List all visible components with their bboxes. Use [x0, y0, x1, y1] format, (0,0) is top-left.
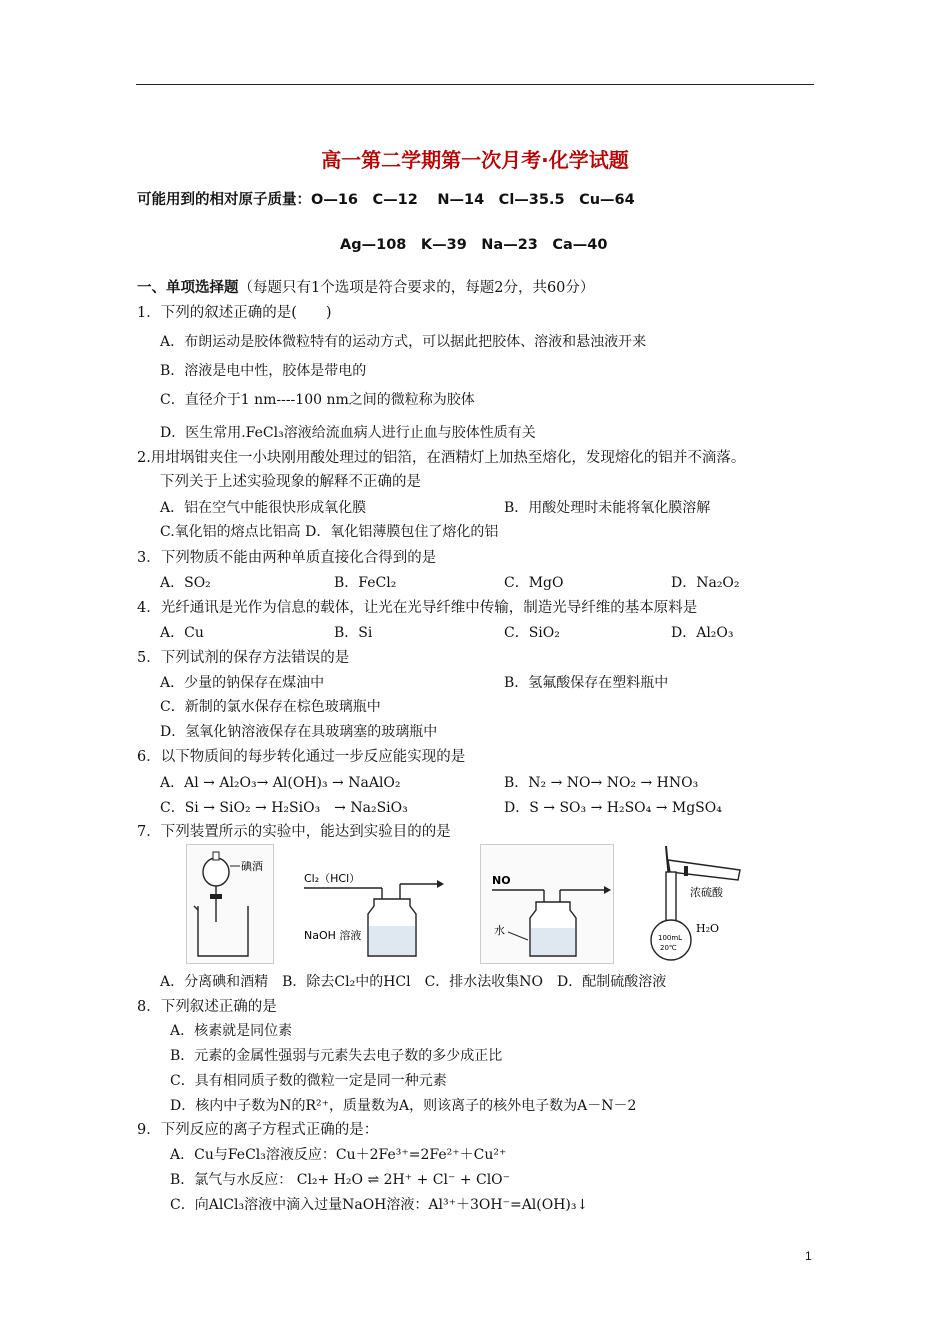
q3-stem: 3．下列物质不能由两种单质直接化合得到的是 — [137, 550, 437, 566]
q6-option-d: D．S → SO₃ → H₂SO₄ → MgSO₄ — [504, 800, 722, 816]
q9-option-b: B．氯气与水反应： Cl₂+ H₂O ⇌ 2H⁺ + Cl⁻ + ClO⁻ — [170, 1172, 511, 1188]
fig-label-naoh: NaOH 溶液 — [304, 929, 362, 942]
atomic-masses-line2: Ag—108 K—39 Na—23 Ca—40 — [340, 237, 608, 253]
q5-stem: 5．下列试剂的保存方法错误的是 — [137, 650, 350, 666]
q5-option-a: A．少量的钠保存在煤油中 — [160, 675, 325, 691]
q2-option-a: A．铝在空气中能很快形成氧化膜 — [160, 500, 367, 516]
q3-option-b: B．FeCl₂ — [334, 575, 397, 591]
fig-label-h2o: H₂O — [696, 922, 720, 935]
q8-option-d: D．核内中子数为N的R²⁺，质量数为A，则该离子的核外电子数为A－N－2 — [170, 1098, 637, 1114]
q1-stem: 1．下列的叙述正确的是( ) — [137, 305, 332, 321]
page-title: 高一第二学期第一次月考·化学试题 — [321, 148, 629, 172]
q9-stem: 9．下列反应的离子方程式正确的是： — [137, 1122, 379, 1138]
q3-option-c: C．MgO — [504, 575, 564, 591]
section-heading: 一、单项选择题 — [137, 280, 239, 296]
q5-option-c: C．新制的氯水保存在棕色玻璃瓶中 — [160, 699, 381, 715]
atomic-masses-line1: 可能用到的相对原子质量：O—16 C—12 N—14 Cl—35.5 Cu—64 — [137, 192, 635, 208]
q2-option-cd: C.氧化铝的熔点比铝高 D．氧化铝薄膜包住了熔化的铝 — [160, 524, 499, 540]
fig-label-iodine: 碘酒 — [241, 860, 263, 873]
q9-option-c: C．向AlCl₃溶液中滴入过量NaOH溶液：Al³⁺＋3OH⁻=Al(OH)₃↓ — [170, 1197, 589, 1213]
q6-option-a: A．Al → Al₂O₃→ Al(OH)₃ → NaAlO₂ — [160, 775, 401, 791]
q5-option-b: B．氢氟酸保存在塑料瓶中 — [504, 675, 669, 691]
q1-option-c: C．直径介于1 nm----100 nm之间的微粒称为胶体 — [160, 392, 475, 408]
q6-stem: 6．以下物质间的每步转化通过一步反应能实现的是 — [137, 749, 466, 765]
gas-wash-bottle-figure — [302, 844, 444, 964]
q7-options: A．分离碘和酒精 B．除去Cl₂中的HCl C．排水法收集NO D．配制硫酸溶液 — [160, 974, 667, 990]
q3-option-a: A．SO₂ — [160, 575, 211, 591]
q8-option-c: C．具有相同质子数的微粒一定是同一种元素 — [170, 1073, 447, 1089]
q1-option-d: D．医生常用.FeCl₃溶液给流血病人进行止血与胶体性质有关 — [160, 425, 536, 441]
separatory-funnel-figure — [186, 844, 274, 964]
header-rule — [136, 84, 814, 85]
q6-option-b: B．N₂ → NO→ NO₂ → HNO₃ — [504, 775, 699, 791]
gas-collection-figure — [480, 844, 614, 964]
q2-stem: 2.用坩埚钳夹住一小块刚用酸处理过的铝箔，在酒精灯上加热至熔化，发现熔化的铝并不滴落。 — [137, 450, 746, 466]
q8-option-b: B．元素的金属性强弱与元素失去电子数的多少成正比 — [170, 1048, 503, 1064]
fig-label-water: 水 — [494, 924, 505, 937]
q9-option-a: A．Cu与FeCl₃溶液反应：Cu＋2Fe³⁺=2Fe²⁺＋Cu²⁺ — [170, 1147, 507, 1163]
fig-label-temp: 20℃ — [660, 944, 677, 952]
q8-option-a: A．核素就是同位素 — [170, 1023, 293, 1039]
q2-option-b: B．用酸处理时未能将氧化膜溶解 — [504, 500, 711, 516]
q7-stem: 7．下列装置所示的实验中，能达到实验目的的是 — [137, 824, 451, 840]
q5-option-d: D．氢氧化钠溶液保存在具玻璃塞的玻璃瓶中 — [160, 724, 438, 740]
fig-label-no: NO — [492, 874, 511, 887]
section-note: （每题只有1个选项是符合要求的，每题2分，共60分） — [238, 280, 595, 296]
q3-option-d: D．Na₂O₂ — [671, 575, 740, 591]
q1-option-a: A．布朗运动是胶体微粒特有的运动方式，可以据此把胶体、溶液和悬浊液开来 — [160, 334, 647, 350]
q1-option-b: B．溶液是电中性，胶体是带电的 — [160, 363, 367, 379]
q4-option-a: A．Cu — [160, 625, 204, 641]
q8-stem: 8．下列叙述正确的是 — [137, 999, 277, 1015]
q4-stem: 4．光纤通讯是光作为信息的载体，让光在光导纤维中传输，制造光导纤维的基本原料是 — [137, 600, 698, 616]
q2-stem2: 下列关于上述实验现象的解释不正确的是 — [160, 474, 421, 490]
fig-label-acid: 浓硫酸 — [690, 886, 723, 899]
q4-option-c: C．SiO₂ — [504, 625, 560, 641]
volumetric-flask-figure — [644, 844, 764, 964]
fig-label-gas: Cl₂（HCl） — [304, 872, 361, 885]
q4-option-b: B．Si — [334, 625, 373, 641]
section-heading-line — [137, 278, 594, 298]
fig-label-flask: 100mL — [658, 934, 683, 942]
page-number: 1 — [805, 1249, 812, 1263]
q6-option-c: C．Si → SiO₂ → H₂SiO₃ → Na₂SiO₃ — [160, 800, 408, 816]
q4-option-d: D．Al₂O₃ — [671, 625, 734, 641]
q7-figures — [184, 844, 774, 964]
